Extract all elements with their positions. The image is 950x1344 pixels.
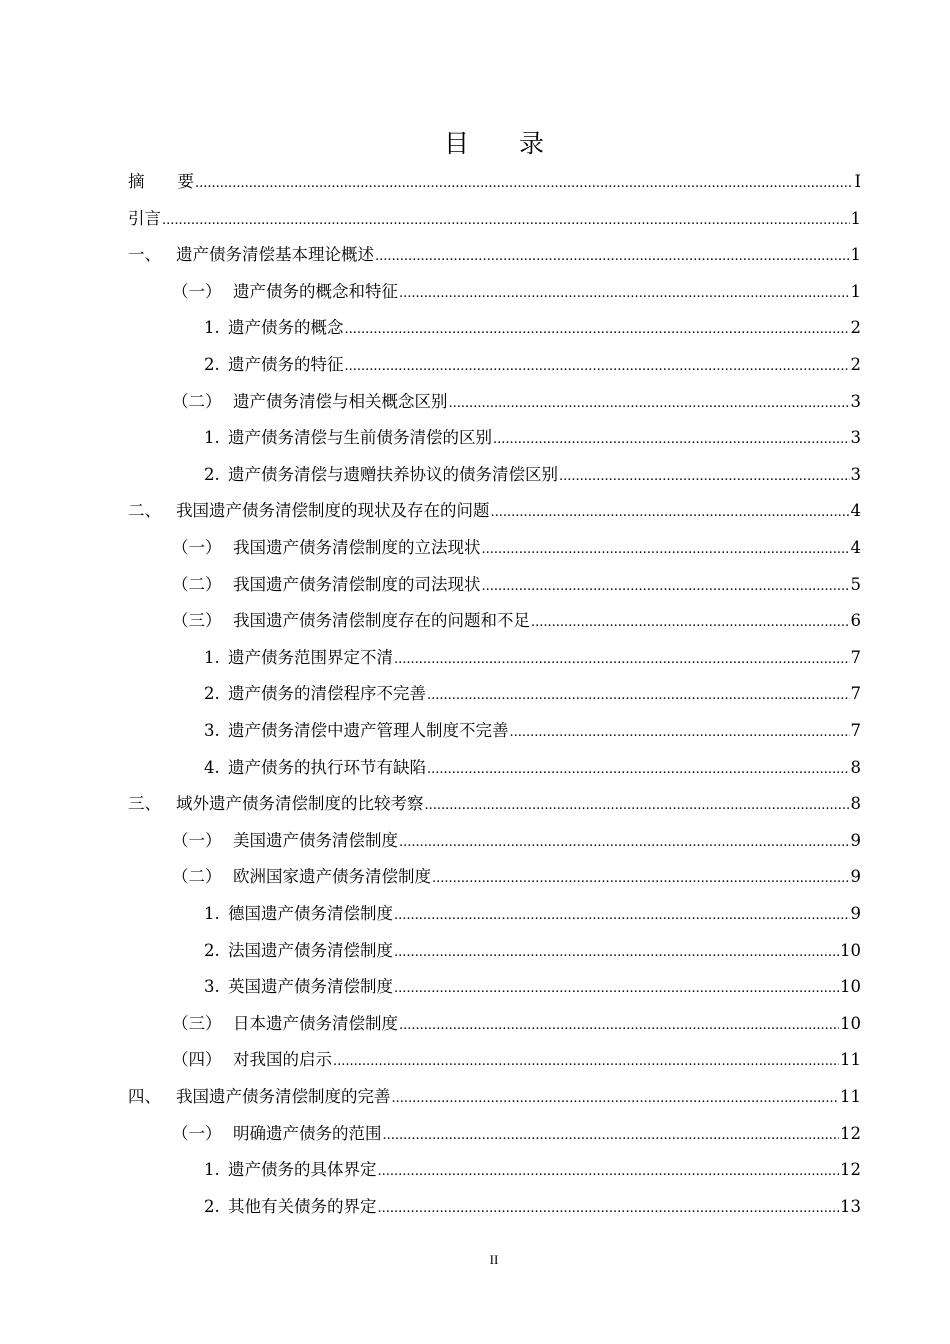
toc-entry-number: 1. xyxy=(204,1160,220,1180)
toc-entry-title: 法国遗产债务清偿制度 xyxy=(228,940,393,960)
toc-entry-page: 6 xyxy=(850,611,861,631)
toc-entry[interactable] xyxy=(204,313,861,343)
toc-entry-number: 2. xyxy=(204,1196,220,1216)
toc-entry-page: 10 xyxy=(840,1013,861,1033)
toc-entry-number: （三） xyxy=(172,1013,222,1033)
toc-entry-title: 遗产债务清偿与生前债务清偿的区别 xyxy=(228,428,492,448)
toc-entry-number: （三） xyxy=(172,611,222,631)
toc-entry-page: 11 xyxy=(840,1050,861,1070)
toc-leader-dots xyxy=(449,389,850,419)
toc-entry-page: 9 xyxy=(850,867,861,887)
toc-entry-number: （二） xyxy=(172,867,222,887)
toc-leader-dots xyxy=(378,1194,840,1224)
toc-entry-title: 遗产债务的特征 xyxy=(228,355,344,374)
toc-entry-page: 12 xyxy=(840,1160,861,1180)
toc-entry-number: 四、 xyxy=(128,1087,161,1106)
toc-leader-dots xyxy=(425,791,850,821)
toc-entry[interactable] xyxy=(204,643,861,673)
toc-entry-title: 明确遗产债务的范围 xyxy=(233,1123,382,1143)
toc-entry-title: 我国遗产债务清偿制度的立法现状 xyxy=(233,538,481,557)
toc-entry[interactable] xyxy=(128,1082,861,1112)
toc-entry-page: 1 xyxy=(850,208,861,228)
toc-entry[interactable] xyxy=(172,277,861,307)
toc-entry[interactable] xyxy=(172,387,861,417)
toc-entry-title: 遗产债务的概念 xyxy=(228,318,344,338)
toc-leader-dots xyxy=(345,315,850,345)
toc-entry-number: （一） xyxy=(172,538,222,557)
toc-entry-number: 2. xyxy=(204,355,220,374)
toc-entry-page: 3 xyxy=(850,464,861,484)
toc-leader-dots xyxy=(432,864,850,894)
toc-leader-dots xyxy=(383,1121,840,1151)
toc-entry-title: 遗产债务范围界定不清 xyxy=(228,647,393,667)
toc-entry-title: 遗产债务的具体界定 xyxy=(228,1160,377,1180)
toc-entry-title: 遗产债务清偿与相关概念区别 xyxy=(233,391,448,411)
toc-entry-title: 我国遗产债务清偿制度的现状及存在的问题 xyxy=(176,501,490,521)
page-title-char-2: 录 xyxy=(519,129,545,158)
toc-entry-title: 摘 要 xyxy=(128,172,194,191)
toc-entry-page: 10 xyxy=(840,977,861,997)
toc-entry-number: 2. xyxy=(204,684,220,704)
toc-leader-dots xyxy=(510,718,850,748)
toc-entry-title: 我国遗产债务清偿制度存在的问题和不足 xyxy=(233,611,530,631)
toc-entry[interactable] xyxy=(128,240,861,270)
toc-leader-dots xyxy=(394,938,839,968)
toc-entry-number: 4. xyxy=(204,757,220,777)
toc-entry-page: 12 xyxy=(840,1123,861,1143)
toc-entry-number: 3. xyxy=(204,721,220,740)
toc-entry-title: 引言 xyxy=(128,208,161,228)
toc-entry-page: 9 xyxy=(850,904,861,923)
toc-entry-page: 13 xyxy=(840,1196,861,1216)
toc-entry[interactable] xyxy=(172,826,861,856)
toc-entry-page: 4 xyxy=(850,501,861,521)
toc-entry-number: （四） xyxy=(172,1050,222,1070)
toc-entry-number: 一、 xyxy=(128,245,161,265)
toc-entry-title: 遗产债务的执行环节有缺陷 xyxy=(228,757,426,777)
toc-entry-title: 遗产债务清偿基本理论概述 xyxy=(176,245,374,265)
toc-entry-page: 5 xyxy=(850,574,861,594)
toc-entry[interactable] xyxy=(172,862,861,892)
toc-leader-dots xyxy=(482,572,850,602)
toc-entry[interactable] xyxy=(204,972,861,1002)
toc-entry-page: 8 xyxy=(850,794,861,814)
toc-entry-title: 对我国的启示 xyxy=(233,1050,332,1070)
toc-entry-title: 遗产债务的概念和特征 xyxy=(233,281,398,301)
toc-entry[interactable] xyxy=(128,204,861,234)
toc-entry[interactable] xyxy=(204,423,861,453)
toc-entry-title: 遗产债务清偿中遗产管理人制度不完善 xyxy=(228,721,509,740)
toc-entry-number: 1. xyxy=(204,428,220,448)
toc-entry[interactable] xyxy=(204,1192,861,1222)
toc-leader-dots xyxy=(345,352,850,382)
toc-entry-title: 其他有关债务的界定 xyxy=(228,1196,377,1216)
toc-entry-number: （二） xyxy=(172,391,222,411)
toc-entry-number: 2. xyxy=(204,464,220,484)
toc-entry-page: 7 xyxy=(850,684,861,704)
toc-entry-page: 9 xyxy=(850,830,861,850)
toc-entry-page: 2 xyxy=(850,355,861,374)
toc-entry-page: 8 xyxy=(850,757,861,777)
toc-entry-title: 欧洲国家遗产债务清偿制度 xyxy=(233,867,431,887)
toc-entry-number: （二） xyxy=(172,574,222,594)
page-title xyxy=(0,126,950,162)
toc-entry-page: 3 xyxy=(850,428,861,448)
footer-page-number: II xyxy=(489,1252,499,1267)
toc-entry-title: 日本遗产债务清偿制度 xyxy=(233,1013,398,1033)
toc-leader-dots xyxy=(378,1157,840,1187)
toc-entry-title: 美国遗产债务清偿制度 xyxy=(233,830,398,850)
toc-entry[interactable] xyxy=(128,789,861,819)
toc-leader-dots xyxy=(399,279,850,309)
toc-entry[interactable] xyxy=(172,533,861,563)
toc-leader-dots xyxy=(482,535,850,565)
toc-leader-dots xyxy=(394,974,839,1004)
toc-entry-number: （一） xyxy=(172,1123,222,1143)
toc-entry-title: 英国遗产债务清偿制度 xyxy=(228,977,393,997)
toc-leader-dots xyxy=(531,608,850,638)
toc-entry-number: 1. xyxy=(204,647,220,667)
toc-entry[interactable] xyxy=(172,1045,861,1075)
toc-entry-number: 1. xyxy=(204,904,220,923)
toc-leader-dots xyxy=(491,498,850,528)
toc-entry-number: （一） xyxy=(172,830,222,850)
toc-entry[interactable] xyxy=(204,1155,861,1185)
toc-entry-page: I xyxy=(854,172,861,191)
toc-entry-number: 3. xyxy=(204,977,220,997)
page-title-char-1: 目 xyxy=(443,129,469,158)
toc-leader-dots xyxy=(427,681,850,711)
toc-entry-page: 7 xyxy=(850,647,861,667)
toc-entry-title: 遗产债务的清偿程序不完善 xyxy=(228,684,426,704)
toc-entry[interactable] xyxy=(204,936,861,966)
toc-leader-dots xyxy=(559,462,850,492)
toc-entry-page: 3 xyxy=(850,391,861,411)
toc-entry-page: 1 xyxy=(850,281,861,301)
toc-leader-dots xyxy=(333,1047,839,1077)
toc-entry[interactable] xyxy=(172,1119,861,1149)
toc-entry-title: 遗产债务清偿与遗赠扶养协议的债务清偿区别 xyxy=(228,464,558,484)
toc-leader-dots xyxy=(375,242,850,272)
toc-entry[interactable] xyxy=(128,167,861,197)
toc-entry[interactable] xyxy=(204,716,861,746)
toc-entry-page: 2 xyxy=(850,318,861,338)
toc-entry-title: 德国遗产债务清偿制度 xyxy=(228,904,393,923)
toc-entry-title: 我国遗产债务清偿制度的司法现状 xyxy=(233,574,481,594)
toc-entry-page: 10 xyxy=(840,940,861,960)
toc-leader-dots xyxy=(493,425,850,455)
toc-leader-dots xyxy=(162,206,850,236)
toc-entry[interactable] xyxy=(204,460,861,490)
toc-entry[interactable] xyxy=(204,753,861,783)
toc-entry-number: 三、 xyxy=(128,794,161,814)
toc-leader-dots xyxy=(392,1084,840,1114)
toc-leader-dots xyxy=(399,828,850,858)
toc-entry[interactable] xyxy=(204,679,861,709)
toc-entry[interactable] xyxy=(204,899,861,929)
toc-entry-page: 11 xyxy=(840,1087,861,1106)
toc-entry[interactable] xyxy=(172,570,861,600)
toc-entry-page: 1 xyxy=(850,245,861,265)
toc-entry-number: 二、 xyxy=(128,501,161,521)
toc-leader-dots xyxy=(394,901,850,931)
toc-entry-page: 4 xyxy=(850,538,861,557)
toc-entry[interactable] xyxy=(128,496,861,526)
toc-entry-number: （一） xyxy=(172,281,222,301)
toc-leader-dots xyxy=(427,755,850,785)
toc-entry-title: 域外遗产债务清偿制度的比较考察 xyxy=(176,794,424,814)
toc-entry[interactable] xyxy=(204,350,861,380)
toc-leader-dots xyxy=(195,169,853,199)
toc-leader-dots xyxy=(394,645,850,675)
toc-entry-page: 7 xyxy=(850,721,861,740)
toc-entry-title: 我国遗产债务清偿制度的完善 xyxy=(176,1087,391,1106)
toc-entry[interactable] xyxy=(172,1009,861,1039)
toc-leader-dots xyxy=(399,1011,839,1041)
toc-entry-number: 1. xyxy=(204,318,220,338)
toc-entry-number: 2. xyxy=(204,940,220,960)
toc-entry[interactable] xyxy=(172,606,861,636)
